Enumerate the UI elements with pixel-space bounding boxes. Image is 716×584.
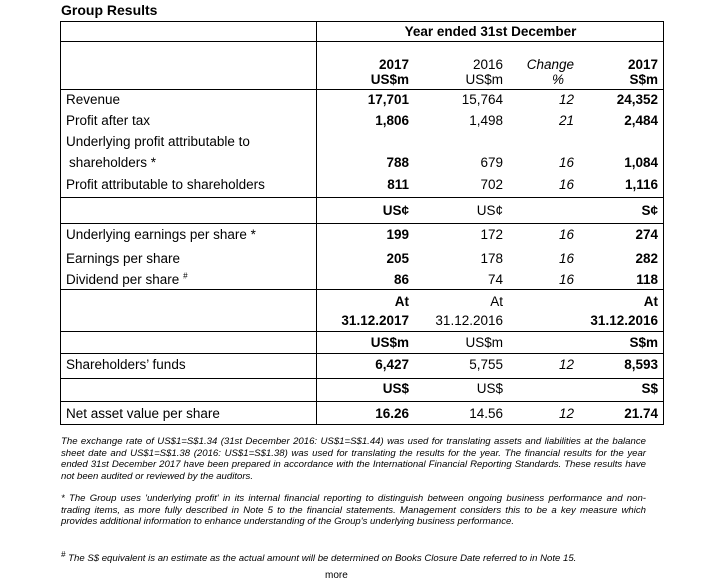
cell-value: 74 xyxy=(487,272,503,287)
row-label: Net asset value per share xyxy=(66,406,220,421)
divider xyxy=(60,89,664,90)
divider xyxy=(60,331,664,332)
cell-value: 1,498 xyxy=(469,113,503,128)
col-2016-usd-unit: US$m xyxy=(465,72,503,87)
unit-label: S¢ xyxy=(641,203,658,218)
unit-label: S$m xyxy=(629,335,658,350)
cell-value: 282 xyxy=(635,251,658,266)
cell-value: 118 xyxy=(636,272,658,287)
cell-value: 16 xyxy=(558,272,574,287)
cell-value: 1,806 xyxy=(375,113,409,128)
at-date: 31.12.2016 xyxy=(435,313,503,328)
divider xyxy=(60,289,664,290)
unit-label: US¢ xyxy=(382,203,409,218)
cell-value: 16 xyxy=(558,227,574,242)
at-label: At xyxy=(490,294,503,309)
at-date: 31.12.2017 xyxy=(341,313,409,328)
cell-value: 16 xyxy=(558,177,574,192)
row-label: Shareholders’ funds xyxy=(66,357,186,372)
row-label: Profit attributable to shareholders xyxy=(66,177,265,192)
row-label: Revenue xyxy=(66,92,121,107)
divider xyxy=(60,401,664,402)
cell-value: 17,701 xyxy=(367,92,409,107)
col-change-unit: % xyxy=(551,72,564,87)
cell-value: 1,084 xyxy=(624,155,658,170)
period-header: Year ended 31st December xyxy=(404,24,577,39)
unit-label: US$m xyxy=(370,335,409,350)
cell-value: 199 xyxy=(386,227,409,242)
cell-value: 16 xyxy=(558,251,574,266)
divider xyxy=(60,223,664,224)
divider xyxy=(60,378,664,379)
cell-value: 12 xyxy=(558,406,574,421)
col-2016-usd-year: 2016 xyxy=(472,57,503,72)
col-change-label: Change xyxy=(526,57,574,72)
unit-label: US$ xyxy=(382,381,409,396)
unit-label: US$ xyxy=(476,381,503,396)
col-2017-usd-unit: US$m xyxy=(370,72,409,87)
cell-value: 2,484 xyxy=(624,113,658,128)
page-title: Group Results xyxy=(61,2,158,18)
cell-value: 15,764 xyxy=(461,92,503,107)
cell-value: 788 xyxy=(386,155,409,170)
cell-value: 6,427 xyxy=(375,357,409,372)
cell-value: 16 xyxy=(558,155,574,170)
at-date: 31.12.2016 xyxy=(590,313,658,328)
col-2017-usd-year: 2017 xyxy=(378,57,409,72)
cell-value: 14.56 xyxy=(469,406,503,421)
cell-value: 8,593 xyxy=(624,357,658,372)
cell-value: 274 xyxy=(635,227,658,242)
unit-label: US$m xyxy=(465,335,503,350)
row-label: Underlying earnings per share * xyxy=(66,227,256,242)
dividend-note-text: The S$ equivalent is an estimate as the actual amount will be determined on Books Closure Date referred to in Note 15. xyxy=(65,553,577,564)
cell-value: 21.74 xyxy=(624,406,658,421)
col-2017-sgd-unit: S$m xyxy=(629,72,658,87)
cell-value: 12 xyxy=(558,92,574,107)
divider xyxy=(60,353,664,354)
unit-label: S$ xyxy=(641,381,658,396)
at-label: At xyxy=(643,294,658,309)
divider xyxy=(60,41,664,42)
hash-marker: # xyxy=(183,271,188,281)
cell-value: 21 xyxy=(558,113,574,128)
row-label: Dividend per share xyxy=(66,272,180,287)
dividend-note xyxy=(61,549,646,565)
row-label: Profit after tax xyxy=(66,113,151,128)
cell-value: 702 xyxy=(480,177,503,192)
cell-value: 205 xyxy=(386,251,409,266)
row-label: shareholders * xyxy=(69,155,157,170)
cell-value: 24,352 xyxy=(616,92,658,107)
at-label: At xyxy=(394,294,409,309)
row-label: Earnings per share xyxy=(66,251,181,266)
cell-value: 5,755 xyxy=(469,357,503,372)
cell-value: 1,116 xyxy=(624,177,658,192)
cell-value: 16.26 xyxy=(375,406,409,421)
cell-value: 679 xyxy=(480,155,503,170)
cell-value: 811 xyxy=(387,177,409,192)
col-2017-sgd-year: 2017 xyxy=(627,57,658,72)
hash-marker: # xyxy=(61,549,66,559)
row-label-dividend xyxy=(66,272,188,288)
row-label: Underlying profit attributable to xyxy=(66,134,250,149)
unit-label: US¢ xyxy=(476,203,503,218)
footer-more: more xyxy=(325,570,348,581)
cell-value: 172 xyxy=(480,227,503,242)
cell-value: 178 xyxy=(480,251,503,266)
cell-value: 86 xyxy=(393,272,409,287)
exchange-rate-note: The exchange rate of US$1=S$1.34 (31st December 2016: US$1=S$1.44) was used for translating assets and liabilities at the balance sheet date and US$1=S$1.38 (2016: US$1=S$1.38) was used for translating the results for the year. The financial results for the year ended 31st December 2017 have been prepared in accordance with the International Financial Reporting Standards. These results have not been audited or reviewed by the auditors. xyxy=(61,436,646,482)
divider xyxy=(60,197,664,198)
cell-value: 12 xyxy=(558,357,574,372)
underlying-profit-note: * The Group uses 'underlying profit' in its internal financial reporting to distinguish between ongoing business performance and non-trading items, as more fully described in Note 5 to the financial statements. Management considers this to be a key measure which provides additional information to enhance understanding of the Group's underlying business performance. xyxy=(61,493,646,527)
